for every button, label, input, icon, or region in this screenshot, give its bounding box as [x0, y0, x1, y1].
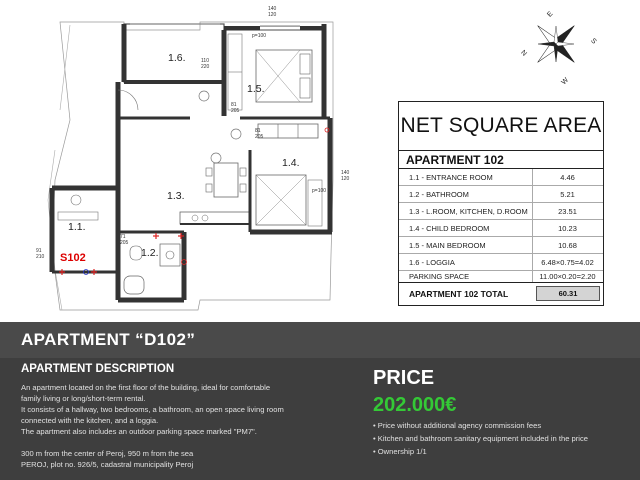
table-row [399, 169, 603, 186]
row-name: 1.2 - BATHROOM [409, 190, 469, 199]
room-label-1-4: 1.4. [282, 157, 300, 169]
price-note: • Ownership 1/1 [373, 447, 427, 456]
row-name: 1.5 - MAIN BEDROOM [409, 241, 486, 250]
description-line: An apartment located on the first floor of the building, ideal for comfortable [21, 383, 271, 392]
row-value: 5.21 [560, 190, 575, 199]
description-line: 300 m from the center of Peroj, 950 m from the sea [21, 449, 194, 458]
row-value: 6.48×0.75=4.02 [541, 258, 594, 267]
area-table-subtitle: APARTMENT 102 [399, 151, 603, 169]
compass-icon [524, 12, 588, 76]
dim-label-p100a: p=100 [252, 33, 267, 39]
row-name: 1.4 - CHILD BEDROOM [409, 224, 490, 233]
compass-label-e: E [546, 10, 555, 19]
row-value: 11.00×0.20=2.20 [539, 272, 596, 281]
compass-label-w: W [560, 76, 571, 87]
apartment-marker: S102 [60, 252, 86, 264]
apartment-title: APARTMENT “D102” [21, 330, 196, 349]
row-value: 10.68 [558, 241, 577, 250]
row-name: 1.1 - ENTRANCE ROOM [409, 173, 493, 182]
description-line: connected with the kitchen, and a loggia. [21, 416, 159, 425]
table-row [399, 220, 603, 237]
description-heading: APARTMENT DESCRIPTION [21, 363, 175, 375]
row-name: 1.3 - L.ROOM, KITCHEN, D.ROOM [409, 207, 528, 216]
description-line: family living or long/short-term rental. [21, 394, 146, 403]
table-total-row [399, 282, 603, 305]
dim-label-71: 71 205 [120, 234, 129, 246]
area-table [398, 101, 604, 306]
room-label-1-1: 1.1. [68, 221, 86, 233]
table-row [399, 186, 603, 203]
table-row [399, 271, 603, 282]
row-name: PARKING SPACE [409, 272, 470, 281]
room-label-1-3: 1.3. [167, 190, 185, 202]
dim-label-top: 140 120 [268, 6, 277, 18]
area-table-title: NET SQUARE AREA [399, 102, 603, 151]
room-label-1-6: 1.6. [168, 52, 186, 64]
description-line: PEROJ, plot no. 926/5, cadastral municipality Peroj [21, 460, 194, 469]
dim-label-81b: 81 205 [255, 128, 264, 140]
compass-label-s: S [589, 37, 598, 46]
price-label: PRICE [373, 367, 435, 389]
price-note: • Price without additional agency commission fees [373, 421, 542, 430]
row-value: 23.51 [558, 207, 577, 216]
dim-label-110: 110 220 [201, 58, 210, 70]
dim-label-p100b: p=100 [312, 188, 327, 194]
description-line: The apartment also includes an outdoor parking space marked "PM7". [21, 427, 257, 436]
price-value: 202.000€ [373, 394, 457, 416]
compass-label-n: N [519, 49, 528, 58]
table-row [399, 254, 603, 271]
table-row [399, 203, 603, 220]
total-label: APARTMENT 102 TOTAL [409, 289, 509, 299]
total-value: 60.31 [536, 286, 600, 301]
row-name: 1.6 - LOGGIA [409, 258, 455, 267]
dim-label-140: 140 120 [341, 170, 350, 182]
description-line: It consists of a hallway, two bedrooms, a bathroom, an open space living room [21, 405, 284, 414]
price-note: • Kitchen and bathroom sanitary equipment included in the price [373, 434, 588, 443]
room-label-1-2: 1.2. [141, 247, 159, 259]
dim-label-81a: 81 205 [231, 102, 240, 114]
room-label-1-5: 1.5. [247, 83, 265, 95]
row-value: 4.46 [560, 173, 575, 182]
table-row [399, 237, 603, 254]
row-value: 10.23 [558, 224, 577, 233]
dim-label-91: 91 210 [36, 248, 45, 260]
